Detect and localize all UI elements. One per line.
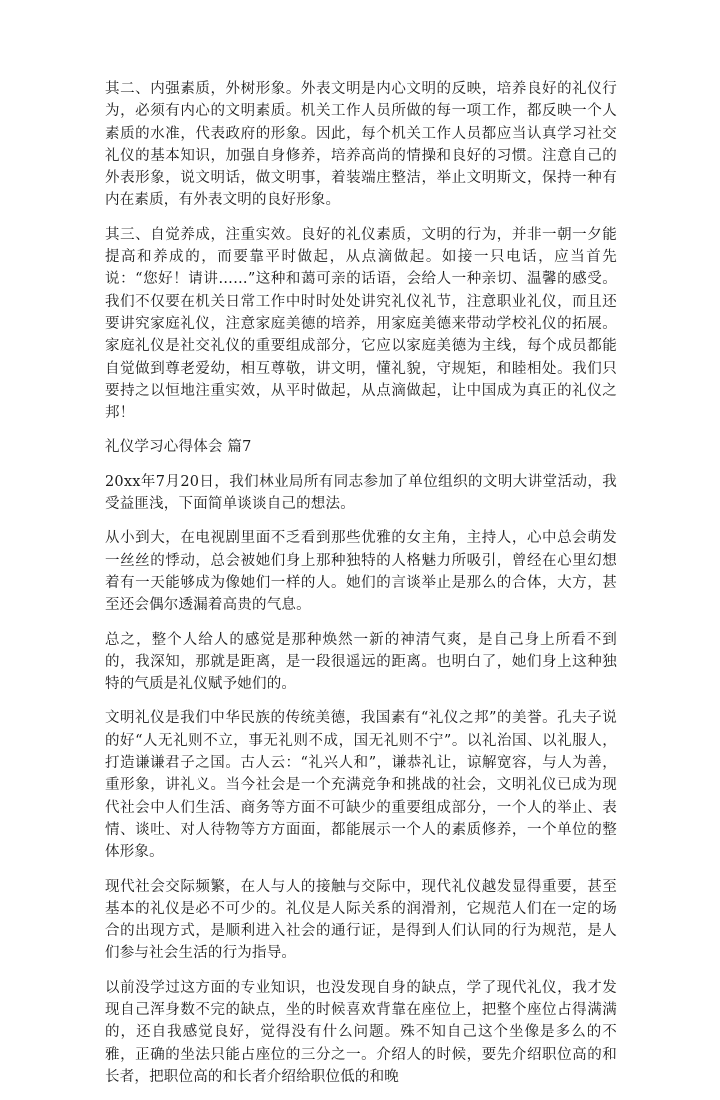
paragraph-self-reflection: 以前没学过这方面的专业知识，也没发现自身的缺点，学了现代礼仪，我才发现自己浑身数不完的缺点，坐的时候喜欢背靠在座位上，把整个座位占得满满的，还自我感觉良好，觉得没有什么问题。殊不知自己这个坐像是多么的不雅，正确的坐法只能占座位的三分之一。介绍人的时候，要先介绍职位高的和长者，把职位高的和长者介绍给职位低的和晚 (105, 979, 617, 1085)
paragraph-event-intro: 20xx年7月20日，我们林业局所有同志参加了单位组织的文明大讲堂活动，我受益匪浅，下面简单谈谈自己的想法。 (105, 473, 617, 513)
document-page (105, 78, 617, 1100)
paragraph-tradition: 文明礼仪是我们中华民族的传统美德，我国素有“礼仪之邦”的美誉。孔夫子说的好“人无礼则不立，事无礼则不成，国无礼则不宁”。以礼治国、以礼服人，打造谦谦君子之国。古人云：“礼兴人和”，谦恭礼让，谅解宽容，与人为善，重形象，讲礼义。当今社会是一个充满竞争和挑战的社会，文明礼仪已成为现代社会中人们生活、商务等方面不可缺少的重要组成部分，一个人的举止、表情、谈吐、对人待物等方方面面，都能展示一个人的素质修养，一个单位的整体形象。 (105, 710, 617, 861)
paragraph-inner-quality: 其二、内强素质，外树形象。外表文明是内心文明的反映，培养良好的礼仪行为，必须有内心的文明素质。机关工作人员所做的每一项工作，都反映一个人素质的水准，代表政府的形象。因此，每个机关工作人员都应当认真学习社交礼仪的基本知识，加强自身修养，培养高尚的情操和良好的习惯。注意自己的外表形象，说文明话，做文明事，着装端庄整洁，举止文明斯文，保持一种有内在素质，有外表文明的良好形象。 (105, 81, 617, 209)
section-heading: 礼仪学习心得体会 篇7 (105, 439, 252, 456)
paragraph-distance: 总之，整个人给人的感觉是那种焕然一新的神清气爽，是自己身上所看不到的，我深知，那就是距离，是一段很遥远的距离。也明白了，她们身上这种独特的气质是礼仪赋予她们的。 (105, 631, 617, 693)
paragraph-childhood: 从小到大，在电视剧里面不乏看到那些优雅的女主角，主持人，心中总会萌发一丝丝的悸动，总会被她们身上那种独特的人格魅力所吸引，曾经在心里幻想着有一天能够成为像她们一样的人。她们的言谈举止是那么的合体，大方，甚至还会偶尔透漏着高贵的气息。 (105, 530, 617, 614)
paragraph-self-cultivation: 其三、自觉养成，注重实效。良好的礼仪素质，文明的行为，并非一朝一夕能提高和养成的，而要靠平时做起，从点滴做起。如接一只电话，应当首先说：“您好！请讲……”这种和蔼可亲的话语，会给人一种亲切、温馨的感受。我们不仅要在机关日常工作中时时处处讲究礼仪礼节，注意职业礼仪，而且还要讲究家庭礼仪，注意家庭美德的培养，用家庭美德来带动学校礼仪的拓展。家庭礼仪是社交礼仪的重要组成部分，它应以家庭美德为主线，每个成员都能自觉做到尊老爱幼，相互尊敬，讲文明，懂礼貌，守规矩，和睦相处。我们只要持之以恒地注重实效，从平时做起，从点滴做起，让中国成为真正的礼仪之邦！ (105, 226, 617, 422)
paragraph-modern-society: 现代社会交际频繁，在人与人的接触与交际中，现代礼仪越发显得重要，甚至基本的礼仪是必不可少的。礼仪是人际关系的润滑剂，它规范人们在一定的场合的出现方式，是顺利进入社会的通行证，是得到人们认同的行为规范，是人们参与社会生活的行为指导。 (105, 878, 617, 962)
